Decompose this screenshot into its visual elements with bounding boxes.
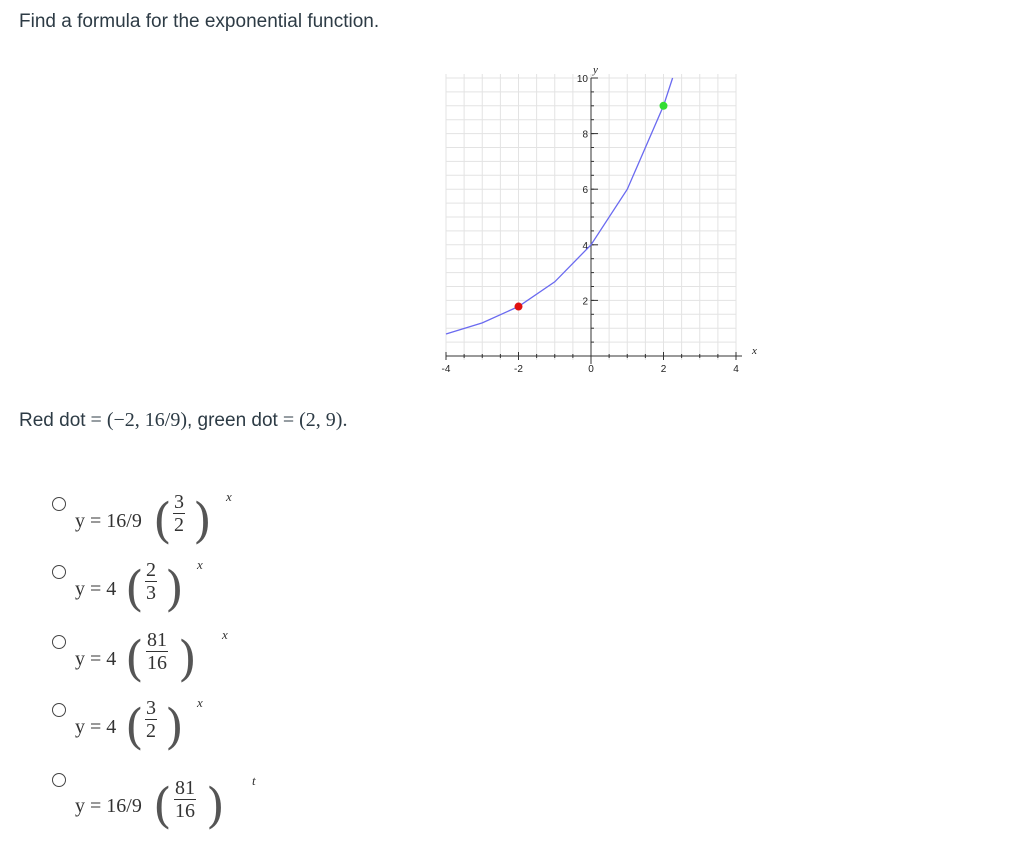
choice-4-exponent: x [197, 695, 203, 710]
green-dot-coords: (2, 9) [299, 409, 343, 431]
choice-5-radio[interactable] [52, 773, 66, 787]
choice-3-numerator: 81 [147, 629, 167, 651]
choice-5-denominator: 16 [175, 800, 195, 822]
choice-3-close-paren: ) [178, 631, 197, 687]
choice-1-close-paren: ) [193, 493, 212, 549]
y-axis-label: y [593, 64, 598, 76]
choice-5-open-paren: ( [153, 778, 172, 834]
choice-1-radio[interactable] [52, 497, 66, 511]
x-tick-label: 4 [733, 364, 739, 375]
choice-5-close-paren: ) [206, 778, 225, 834]
x-tick-label: 0 [588, 364, 594, 375]
choice-3-exponent: x [222, 627, 228, 642]
question-prompt: Find a formula for the exponential function. [19, 11, 380, 32]
choice-1-numerator: 3 [174, 491, 184, 513]
choice-5-lhs: y = 16/9 [75, 795, 142, 817]
choice-3-open-paren: ( [125, 631, 144, 687]
choice-2-lhs: y = 4 [75, 578, 117, 600]
exponential-graph [430, 58, 760, 403]
choice-2-close-paren: ) [165, 561, 184, 617]
red-dot [515, 303, 523, 311]
choice-1-fraction [173, 491, 185, 536]
choice-5-fraction [174, 777, 196, 822]
y-tick-label: 8 [582, 129, 588, 141]
choice-4-close-paren: ) [165, 699, 184, 755]
dots-end: . [342, 409, 348, 431]
dots-mid: , green dot [186, 410, 278, 431]
y-tick-label: 2 [582, 296, 588, 308]
choice-3-denominator: 16 [147, 652, 167, 674]
choice-2-denominator: 3 [146, 582, 156, 604]
choice-2-fraction [145, 559, 157, 604]
y-tick-label: 6 [582, 185, 588, 197]
choice-2-open-paren: ( [125, 561, 144, 617]
y-tick-label: 10 [576, 74, 588, 85]
choice-3-fraction [146, 629, 168, 674]
choice-1-lhs: y = 16/9 [75, 510, 142, 532]
y-tick-label: 4 [582, 240, 588, 252]
choice-5-exponent: t [252, 773, 256, 788]
choice-2-exponent: x [197, 557, 203, 572]
red-dot-coords: (−2, 16/9) [106, 409, 187, 431]
x-tick-label: 2 [660, 364, 667, 375]
x-axis-label: x [752, 345, 757, 357]
dots-eq-2: = [282, 409, 295, 431]
dots-prefix: Red dot [19, 410, 86, 431]
choice-4-lhs: y = 4 [75, 716, 117, 738]
choice-4-radio[interactable] [52, 703, 66, 717]
choice-5-numerator: 81 [175, 777, 195, 799]
choice-1-open-paren: ( [153, 493, 172, 549]
choice-2-radio[interactable] [52, 565, 66, 579]
x-tick-label: -2 [514, 364, 523, 375]
dots-description [19, 409, 347, 432]
choice-2-numerator: 2 [146, 559, 156, 581]
green-dot [660, 102, 668, 110]
x-tick-label: -4 [441, 364, 451, 375]
choice-1-denominator: 2 [174, 514, 184, 536]
choice-1-exponent: x [226, 489, 232, 504]
choice-4-open-paren: ( [125, 699, 144, 755]
choice-4-fraction [145, 697, 157, 742]
choice-4-numerator: 3 [146, 697, 156, 719]
exponential-curve [446, 78, 673, 334]
choice-3-radio[interactable] [52, 635, 66, 649]
choice-3-lhs: y = 4 [75, 648, 117, 670]
choice-4-denominator: 2 [146, 720, 156, 742]
dots-eq: = [90, 409, 102, 431]
